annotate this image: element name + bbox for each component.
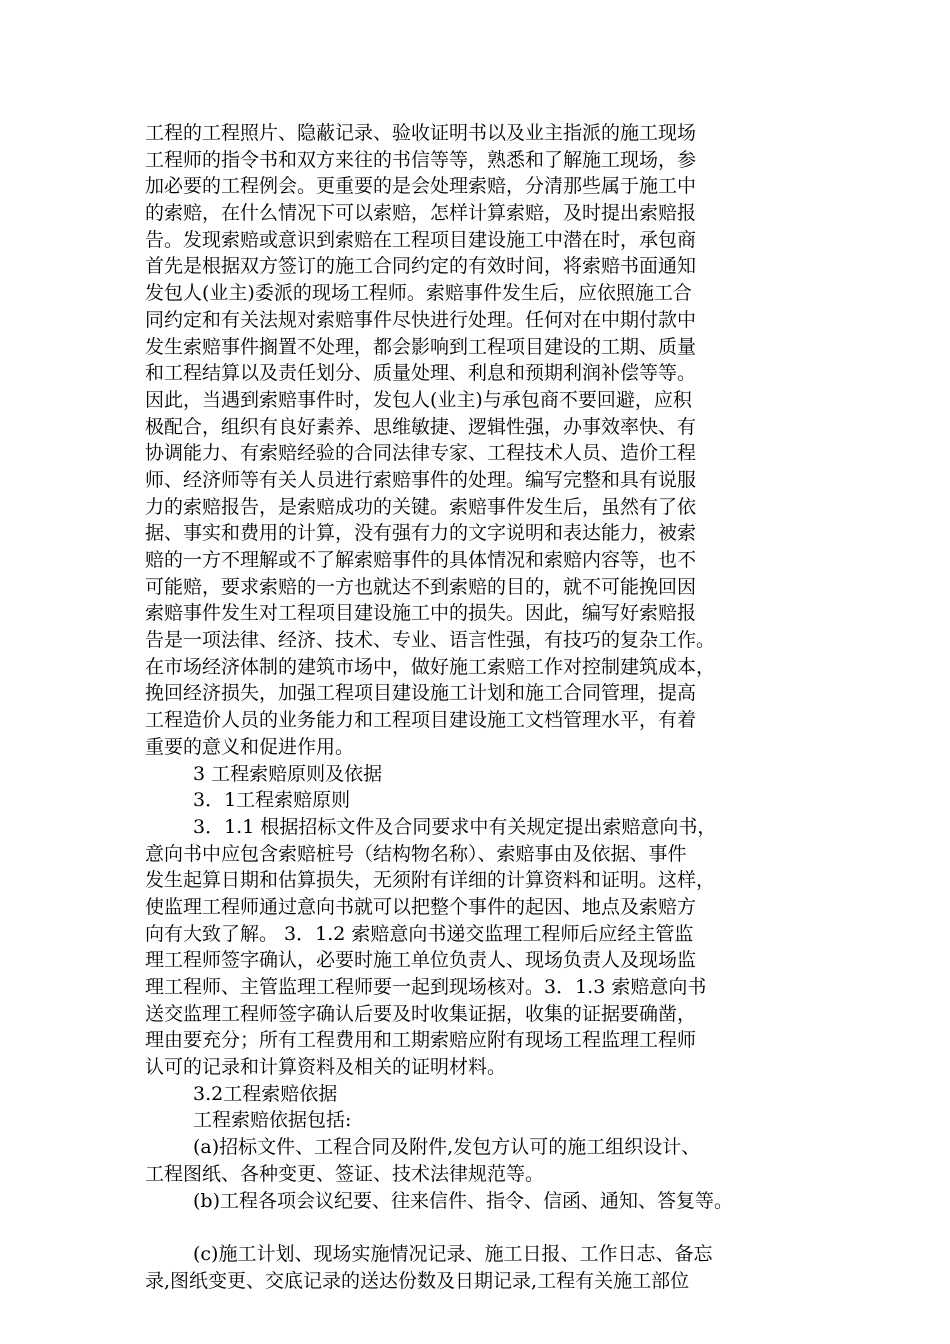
list-item-a bbox=[145, 1134, 825, 1187]
heading-section-3-1: 3．1工程索赔原则 bbox=[193, 789, 351, 812]
text-line: 首先是根据双方签订的施工合同约定的有效时间，将索赔书面通知 bbox=[145, 255, 697, 278]
text-line: 力的索赔报告，是索赔成功的关键。索赔事件发生后，虽然有了依 bbox=[145, 495, 697, 518]
text-line: 意向书中应包含索赔桩号（结构物名称）、索赔事由及依据、事件 bbox=[145, 842, 687, 865]
text-line: 工程图纸、各种变更、签证、技术法律规范等。 bbox=[145, 1162, 545, 1185]
text-line: 工程造价人员的业务能力和工程项目建设施工文档管理水平，有着 bbox=[145, 709, 697, 732]
text-line: (c)施工计划、现场实施情况记录、施工日报、工作日志、备忘 bbox=[193, 1242, 713, 1265]
text-line: 告。发现索赔或意识到索赔在工程项目建设施工中潜在时，承包商 bbox=[145, 228, 697, 251]
text-line: 发生起算日期和估算损失，无须附有详细的计算资料和证明。这样， bbox=[145, 869, 716, 892]
heading-section-3-2: 3.2工程索赔依据 bbox=[193, 1082, 338, 1105]
text-line: 极配合，组织有良好素养、思维敏捷、逻辑性强，办事效率快、有 bbox=[145, 415, 697, 438]
text-line: 工程的工程照片、隐蔽记录、验收证明书以及业主指派的施工现场 bbox=[145, 122, 697, 144]
text-line: 挽回经济损失，加强工程项目建设施工计划和施工合同管理，提高 bbox=[145, 682, 697, 705]
text-line: 认可的记录和计算资料及相关的证明材料。 bbox=[145, 1056, 507, 1079]
text-line: 工程师的指令书和双方来往的书信等等，熟悉和了解施工现场，参 bbox=[145, 148, 697, 171]
text-line: 发包人(业主)委派的现场工程师。索赔事件发生后，应依照施工合 bbox=[145, 282, 692, 305]
text-line: 发生索赔事件搁置不处理，都会影响到工程项目建设的工期、质量 bbox=[145, 335, 697, 358]
text-line: 告是一项法律、经济、技术、专业、语言性强，有技巧的复杂工作。 bbox=[145, 629, 716, 652]
paragraph-claims-overview bbox=[145, 120, 825, 761]
text-line: 和工程结算以及责任划分、质量处理、利息和预期利润补偿等等。 bbox=[145, 362, 697, 385]
text-line: 在市场经济体制的建筑市场中，做好施工索赔工作对控制建筑成本， bbox=[145, 655, 716, 678]
text-line: 理工程师签字确认，必要时施工单位负责人、现场负责人及现场监 bbox=[145, 949, 697, 972]
text-line: 送交监理工程师签字确认后要及时收集证据，收集的证据要确凿， bbox=[145, 1002, 697, 1025]
text-line: 3．1.1 根据招标文件及合同要求中有关规定提出索赔意向书， bbox=[193, 815, 717, 838]
text-line: 索赔事件发生对工程项目建设施工中的损失。因此，编写好索赔报 bbox=[145, 602, 697, 625]
text-line: 使监理工程师通过意向书就可以把整个事件的起因、地点及索赔方 bbox=[145, 895, 697, 918]
text-line: 向有大致了解。 3．1.2 索赔意向书递交监理工程师后应经主管监 bbox=[145, 922, 694, 945]
text-line: 重要的意义和促进作用。 bbox=[145, 735, 355, 758]
text-line: 协调能力、有索赔经验的合同法律专家、工程技术人员、造价工程 bbox=[145, 442, 697, 465]
text-line: 理工程师、主管监理工程师要一起到现场核对。3．1.3 索赔意向书 bbox=[145, 976, 707, 998]
blank-line bbox=[145, 1214, 825, 1241]
text-line: 理由要充分；所有工程费用和工期索赔应附有现场工程监理工程师 bbox=[145, 1029, 697, 1052]
document-body bbox=[145, 120, 825, 1294]
basis-intro-text: 工程索赔依据包括: bbox=[193, 1109, 352, 1132]
text-line: 因此，当遇到索赔事件时，发包人(业主)与承包商不要回避，应积 bbox=[145, 388, 692, 411]
text-line: 同约定和有关法规对索赔事件尽快进行处理。任何对在中期付款中 bbox=[145, 308, 697, 331]
text-line: 可能赔，要求索赔的一方也就达不到索赔的目的，就不可能挽回因 bbox=[145, 575, 697, 598]
text-line: 据、事实和费用的计算，没有强有力的文字说明和表达能力，被索 bbox=[145, 522, 697, 545]
text-line: 赔的一方不理解或不了解索赔事件的具体情况和索赔内容等，也不 bbox=[145, 549, 697, 571]
text-line: 师、经济师等有关人员进行索赔事件的处理。编写完整和具有说服 bbox=[145, 468, 697, 491]
heading-section-3: 3 工程索赔原则及依据 bbox=[193, 762, 383, 785]
list-item-b: (b)工程各项会议纪要、往来信件、指令、信函、通知、答复等。 bbox=[193, 1189, 733, 1212]
text-line: (a)招标文件、工程合同及附件,发包方认可的施工组织设计、 bbox=[193, 1136, 701, 1159]
text-line: 录,图纸变更、交底记录的送达份数及日期记录,工程有关施工部位 bbox=[145, 1269, 690, 1292]
text-line: 加必要的工程例会。更重要的是会处理索赔，分清那些属于施工中 bbox=[145, 175, 697, 198]
paragraph-claims-principles bbox=[145, 814, 825, 1081]
text-line: 的索赔，在什么情况下可以索赔，怎样计算索赔，及时提出索赔报 bbox=[145, 202, 697, 225]
list-item-c bbox=[145, 1241, 825, 1294]
